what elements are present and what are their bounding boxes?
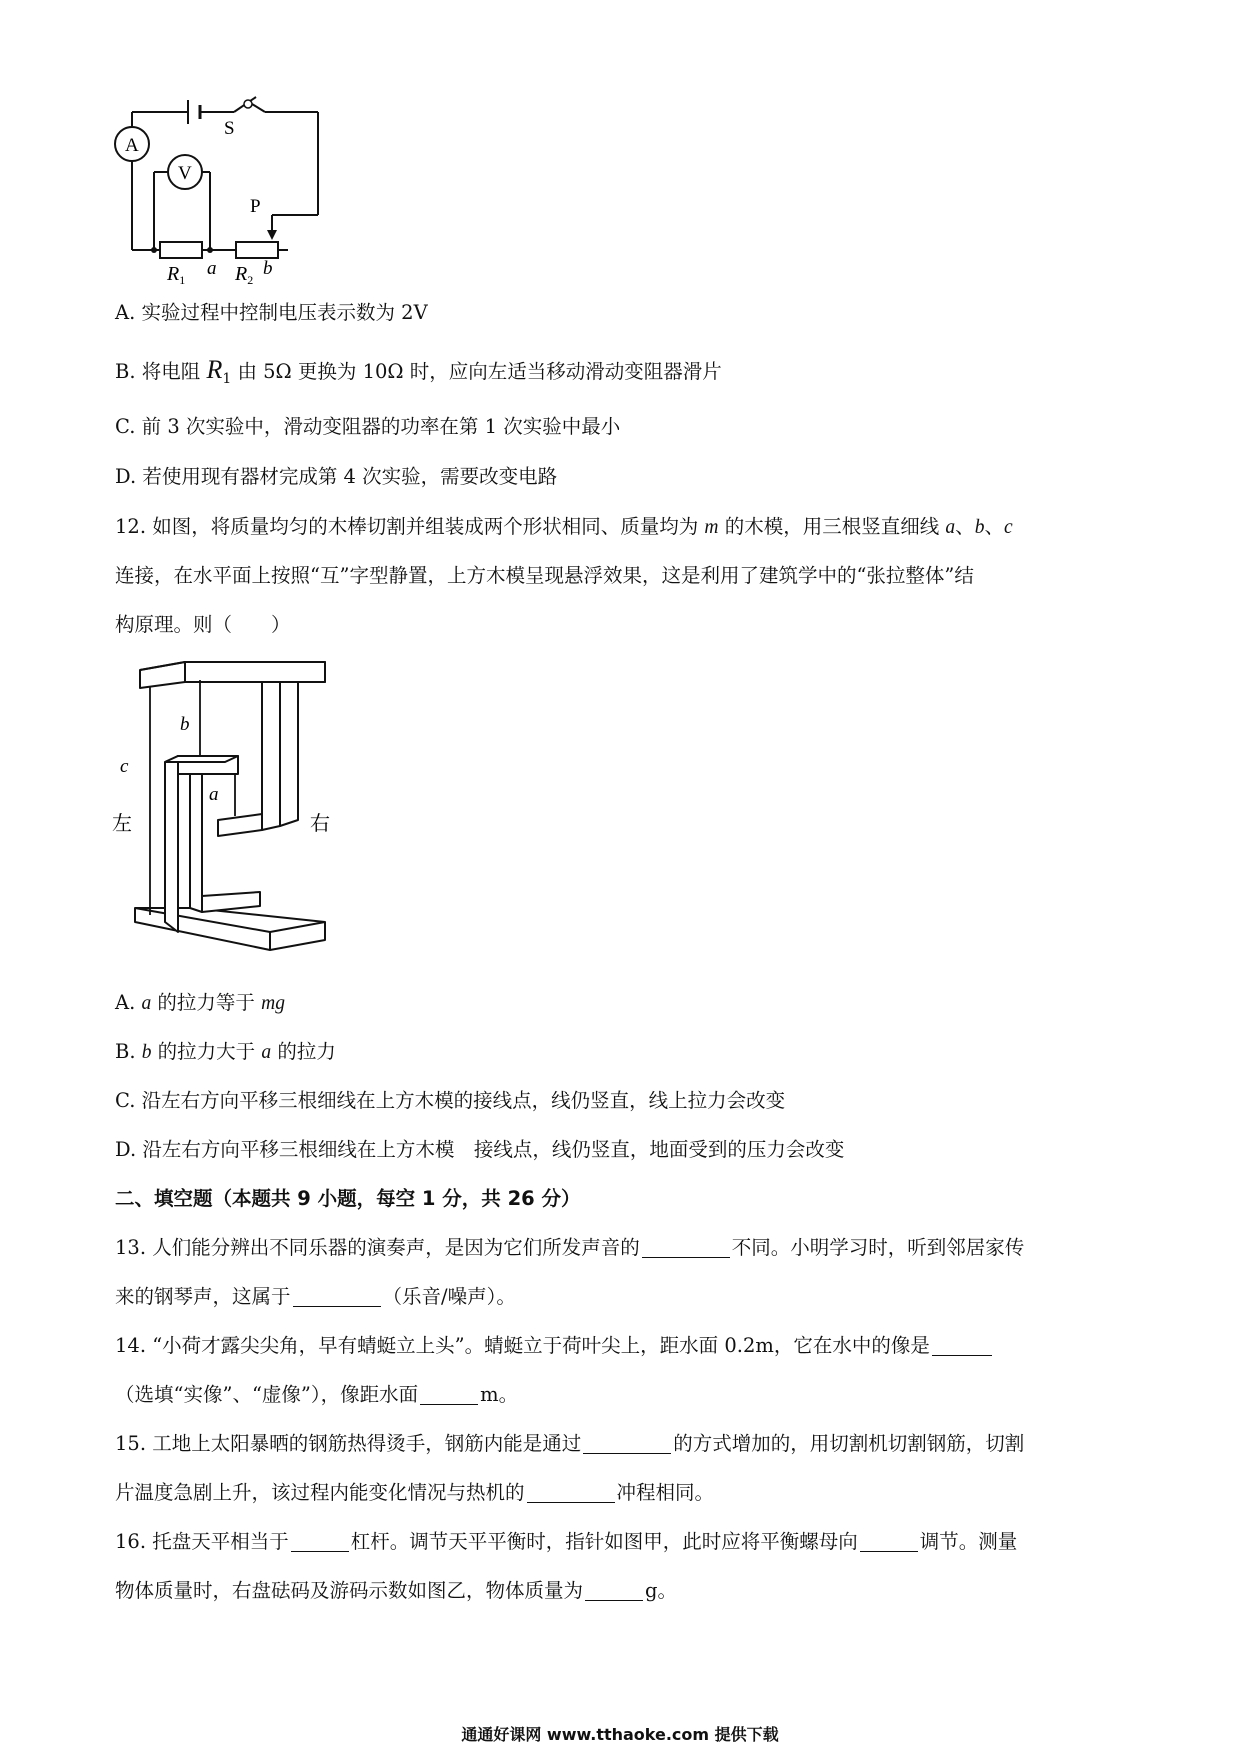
- string-b-label: b: [180, 714, 190, 735]
- switch-label: S: [224, 118, 235, 139]
- right-label: 右: [310, 813, 330, 835]
- answer-blank[interactable]: [420, 1384, 478, 1405]
- q13-line1: 13. 人们能分辨出不同乐器的演奏声，是因为它们所发声音的 不同。小明学习时，听到邻居家传: [115, 1236, 1025, 1259]
- tensegrity-model-figure: [110, 660, 340, 960]
- point-b-label: b: [263, 258, 273, 279]
- q12-option-a: A. a 的拉力等于 mg: [115, 991, 285, 1014]
- q16-line2: 物体质量时，右盘砝码及游码示数如图乙，物体质量为 g。: [115, 1579, 677, 1602]
- answer-blank[interactable]: [583, 1433, 671, 1454]
- q12-option-c: C. 沿左右方向平移三根细线在上方木模的接线点，线仍竖直，线上拉力会改变: [115, 1089, 786, 1112]
- section-heading: 二、填空题（本题共 9 小题，每空 1 分，共 26 分）: [115, 1187, 581, 1210]
- q15-line2: 片温度急剧上升，该过程内能变化情况与热机的 冲程相同。: [115, 1481, 715, 1504]
- circuit-diagram: [110, 92, 340, 292]
- q11-option-d: D. 若使用现有器材完成第 4 次实验，需要改变电路: [115, 465, 558, 488]
- left-label: 左: [112, 813, 132, 835]
- answer-blank[interactable]: [932, 1335, 992, 1356]
- r2-label: $R_2$: [235, 263, 254, 287]
- q12-stem-line3: 构原理。则（ ）: [115, 613, 291, 636]
- slider-label: P: [250, 196, 261, 217]
- answer-blank[interactable]: [527, 1482, 615, 1503]
- answer-blank[interactable]: [293, 1286, 381, 1307]
- q12-stem-line1: 12. 如图，将质量均匀的木棒切割并组装成两个形状相同、质量均为 m 的木模，用三根竖直细线 a、b、c: [115, 515, 1013, 538]
- q16-line1: 16. 托盘天平相当于 杠杆。调节天平平衡时，指针如图甲，此时应将平衡螺母向 调节。测量: [115, 1530, 1018, 1553]
- voltmeter-label: V: [178, 163, 192, 184]
- answer-blank[interactable]: [585, 1580, 643, 1601]
- point-a-label: a: [207, 258, 217, 279]
- r1-label: $R_1$: [167, 263, 186, 287]
- q12-option-d: D. 沿左右方向平移三根细线在上方木模 接线点，线仍竖直，地面受到的压力会改变: [115, 1138, 845, 1161]
- q14-line1: 14. “小荷才露尖尖角，早有蜻蜓立上头”。蜻蜓立于荷叶尖上，距水面 0.2m，它在水中的像是: [115, 1333, 994, 1359]
- q13-line2: 来的钢琴声，这属于 （乐音/噪声）。: [115, 1285, 516, 1308]
- q11-option-c: C. 前 3 次实验中，滑动变阻器的功率在第 1 次实验中最小: [115, 415, 621, 438]
- ammeter-label: A: [125, 135, 139, 156]
- q11-option-b: B. 将电阻 $R_1$ 由 5Ω 更换为 10Ω 时，应向左适当移动滑动变阻器滑片: [115, 355, 722, 387]
- answer-blank[interactable]: [291, 1531, 349, 1552]
- string-a-label: a: [209, 784, 219, 805]
- answer-blank[interactable]: [860, 1531, 918, 1552]
- q12-option-b: B. b 的拉力大于 a 的拉力: [115, 1040, 336, 1063]
- q12-stem-line2: 连接，在水平面上按照“互”字型静置，上方木模呈现悬浮效果，这是利用了建筑学中的“张拉整体”结: [115, 564, 974, 587]
- string-c-label: c: [120, 756, 129, 777]
- q14-line2: （选填“实像”、“虚像”），像距水面 m。: [115, 1383, 519, 1406]
- answer-blank[interactable]: [642, 1237, 730, 1258]
- q11-option-a: A. 实验过程中控制电压表示数为 2V: [115, 301, 428, 324]
- q15-line1: 15. 工地上太阳暴晒的钢筋热得烫手，钢筋内能是通过 的方式增加的，用切割机切割钢筋，切割: [115, 1432, 1025, 1455]
- page-footer: 通通好课网 www.tthaoke.com 提供下载: [461, 1725, 779, 1744]
